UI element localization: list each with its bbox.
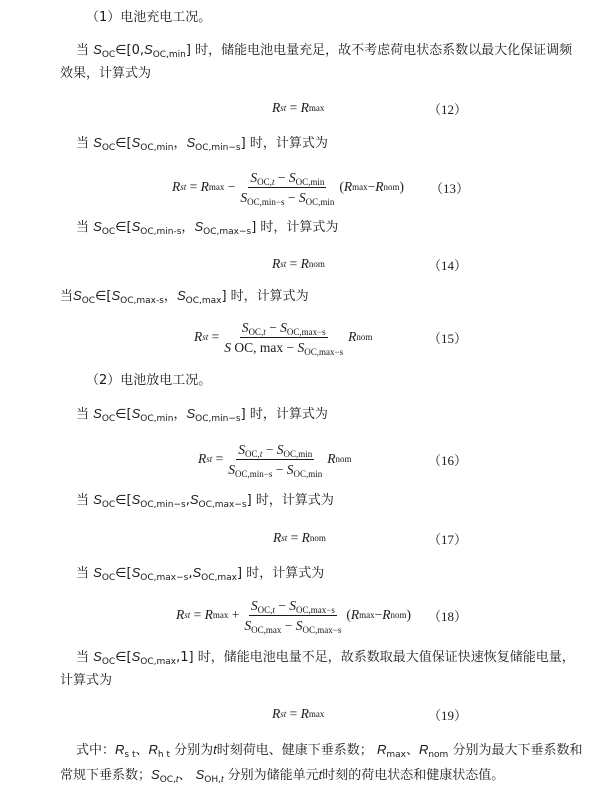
condition-16: 当 $S_{OC}\in[S_{OC,min}$，$S_{OC,min-s}$] 时，计算式为: [76, 406, 328, 424]
condition-19-line2: 计算式为: [60, 673, 113, 688]
equation-number: （14）: [428, 257, 468, 273]
discharge-heading: （2）电池放电工况。: [86, 373, 212, 388]
equation-12: R st = R max （12）: [0, 88, 610, 128]
condition-18: 当 $S_{OC}\in[S_{OC,max-s},S_{OC,max}]$ 时，计算式为: [76, 565, 325, 583]
equation-number: （15）: [428, 330, 468, 346]
equation-19: R st = R max （19）: [0, 694, 610, 734]
notes-line-1: 式中：$R_{s t}$、$R_{h t}$ 分别为t时刻荷电、健康下垂系数； $R_{max}$、$R_{nom}$ 分别为最大下垂系数和: [76, 742, 583, 760]
equation-number: （16）: [428, 452, 468, 468]
equation-number: （17）: [428, 531, 468, 547]
charge-heading: （1）电池充电工况。: [86, 10, 212, 25]
equation-17: R st = R nom （17）: [0, 518, 610, 558]
condition-17: 当 $S_{OC}\in[S_{OC,min-s},S_{OC,max-s}]$ 时，计算式为: [76, 492, 334, 510]
condition-12: 当 $S_{OC}\in[0,S_{OC,min}]$ 时，储能电池电量充足，故不考虑荷电状态系数以最大化保证调频: [76, 42, 573, 60]
condition-13: 当 $S_{OC}\in[S_{OC,min}$，$S_{OC,min-s}$] 时，计算式为: [76, 135, 328, 153]
condition-19: 当 $S_{OC}\in[S_{OC,max},1]$ 时，储能电池电量不足，故系数取最大值保证快速恢复储能电量，: [76, 649, 575, 667]
condition-14: 当 $S_{OC}\in[S_{OC,min-s}$，$S_{OC,max-s}$] 时，计算式为: [76, 219, 339, 237]
condition-12-line2: 效果，计算式为: [60, 66, 152, 81]
equation-number: （13）: [430, 180, 470, 196]
equation-number: （12）: [428, 101, 468, 117]
equation-number: （18）: [428, 608, 468, 624]
condition-15: 当$S_{OC}\in[S_{OC,max-s}$，$S_{OC,max}$] 时，计算式为: [60, 288, 309, 306]
equation-16: R st = $\frac{S_{OC,t} - S_{OC,min}}{S_{OC,min-s} - S_{OC,min}}$ R nom （16）: [0, 436, 610, 482]
equation-13: R st = R max − $\frac{S_{OC,t} - S_{OC,min}}{S_{OC,min-s} - S_{OC,min}}$ ( R max − R nom ) （13）: [0, 164, 610, 210]
notes-line-2: 常规下垂系数；$S_{OC,t}$、 $S_{OH,t}$ 分别为储能单元t时刻的荷电状态和健康状态值。: [60, 767, 505, 785]
equation-number: （19）: [428, 707, 468, 723]
equation-18: R st = R max + $\frac{S_{OC,t} - S_{OC,max-s}}{S_{OC,max} - S_{OC,max-s}}$ ( R max − R nom ) （18）: [0, 592, 610, 638]
equation-14: R st = R nom （14）: [0, 244, 610, 284]
equation-15: R st = $\frac{S_{OC,t} - S_{OC,max-s}}{S OC, \max - S_{OC,max-s}}$ R nom （15）: [0, 314, 610, 360]
